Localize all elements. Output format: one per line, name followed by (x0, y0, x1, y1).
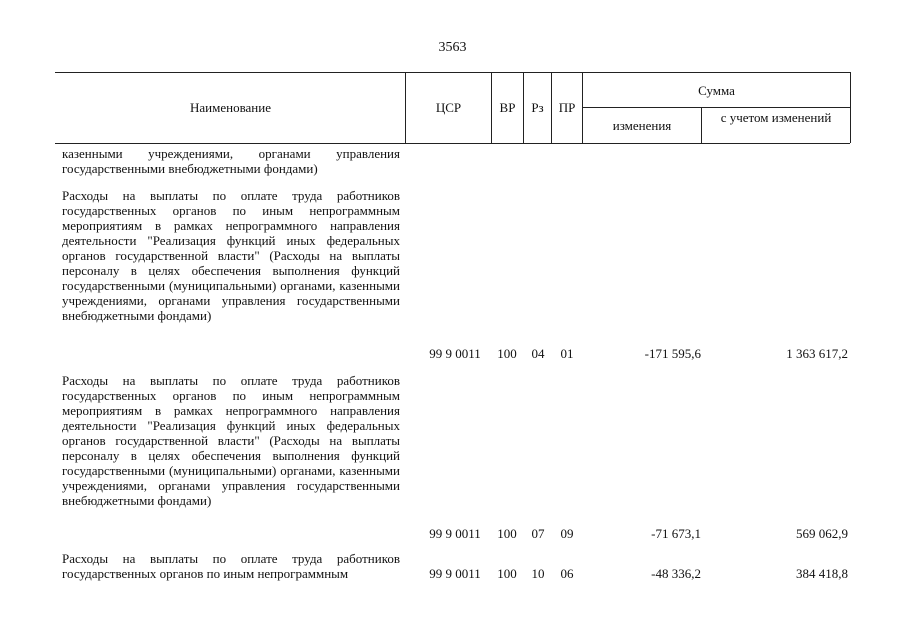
row-name: Расходы на выплаты по оплате труда работников государственных органов по иным непрограммным мероприятиям в рамках непрограммного направления деятельности "Реализация функций иных федеральных органов государственной власти" (Расходы на выплаты персоналу в целях обеспечения выполнения функций государственными (муниципальными) органами, казенными учреждениями, органами управления государственными внебюджетными фондами) (62, 188, 400, 323)
row-name: Расходы на выплаты по оплате труда работников государственных органов по иным непрограммным мероприятиям в рамках непрограммного направления деятельности "Реализация функций иных федеральных органов государственной власти" (Расходы на выплаты персоналу в целях обеспечения выполнения функций государственными (муниципальными) органами, казенными учреждениями, органами управления государственными внебюджетными фондами) (62, 373, 400, 508)
header-divider (850, 72, 851, 143)
header-vr: ВР (499, 100, 516, 115)
row-vr: 100 (497, 566, 517, 581)
header-change: изменения (612, 118, 672, 133)
row-vr: 100 (497, 526, 517, 541)
header-divider (582, 107, 850, 108)
row-csr: 99 9 0011 (429, 526, 481, 541)
row-total: 569 062,9 (796, 526, 848, 541)
row-change: -171 595,6 (644, 346, 701, 361)
row-total: 384 418,8 (796, 566, 848, 581)
row-vr: 100 (497, 346, 517, 361)
row-total: 1 363 617,2 (786, 346, 848, 361)
header-csr: ЦСР (435, 100, 462, 115)
row-change: -48 336,2 (651, 566, 701, 581)
header-rz: Рз (531, 100, 544, 115)
row-pr: 09 (560, 526, 574, 541)
row-change: -71 673,1 (651, 526, 701, 541)
header-pr: ПР (558, 100, 576, 115)
row-csr: 99 9 0011 (429, 566, 481, 581)
row-rz: 10 (531, 566, 545, 581)
row-csr: 99 9 0011 (429, 346, 481, 361)
header-sum: Сумма (698, 83, 735, 98)
header-divider (701, 107, 702, 143)
row-name: казенными учреждениями, органами управления государственными внебюджетными фондами) (62, 146, 400, 176)
header-with-change: с учетом изменений (720, 110, 832, 125)
row-pr: 01 (560, 346, 574, 361)
row-name: Расходы на выплаты по оплате труда работников государственных органов по иным непрограммным (62, 551, 400, 581)
header-name: Наименование (190, 100, 271, 115)
row-rz: 04 (531, 346, 545, 361)
row-rz: 07 (531, 526, 545, 541)
row-pr: 06 (560, 566, 574, 581)
page-number: 3563 (438, 40, 467, 55)
